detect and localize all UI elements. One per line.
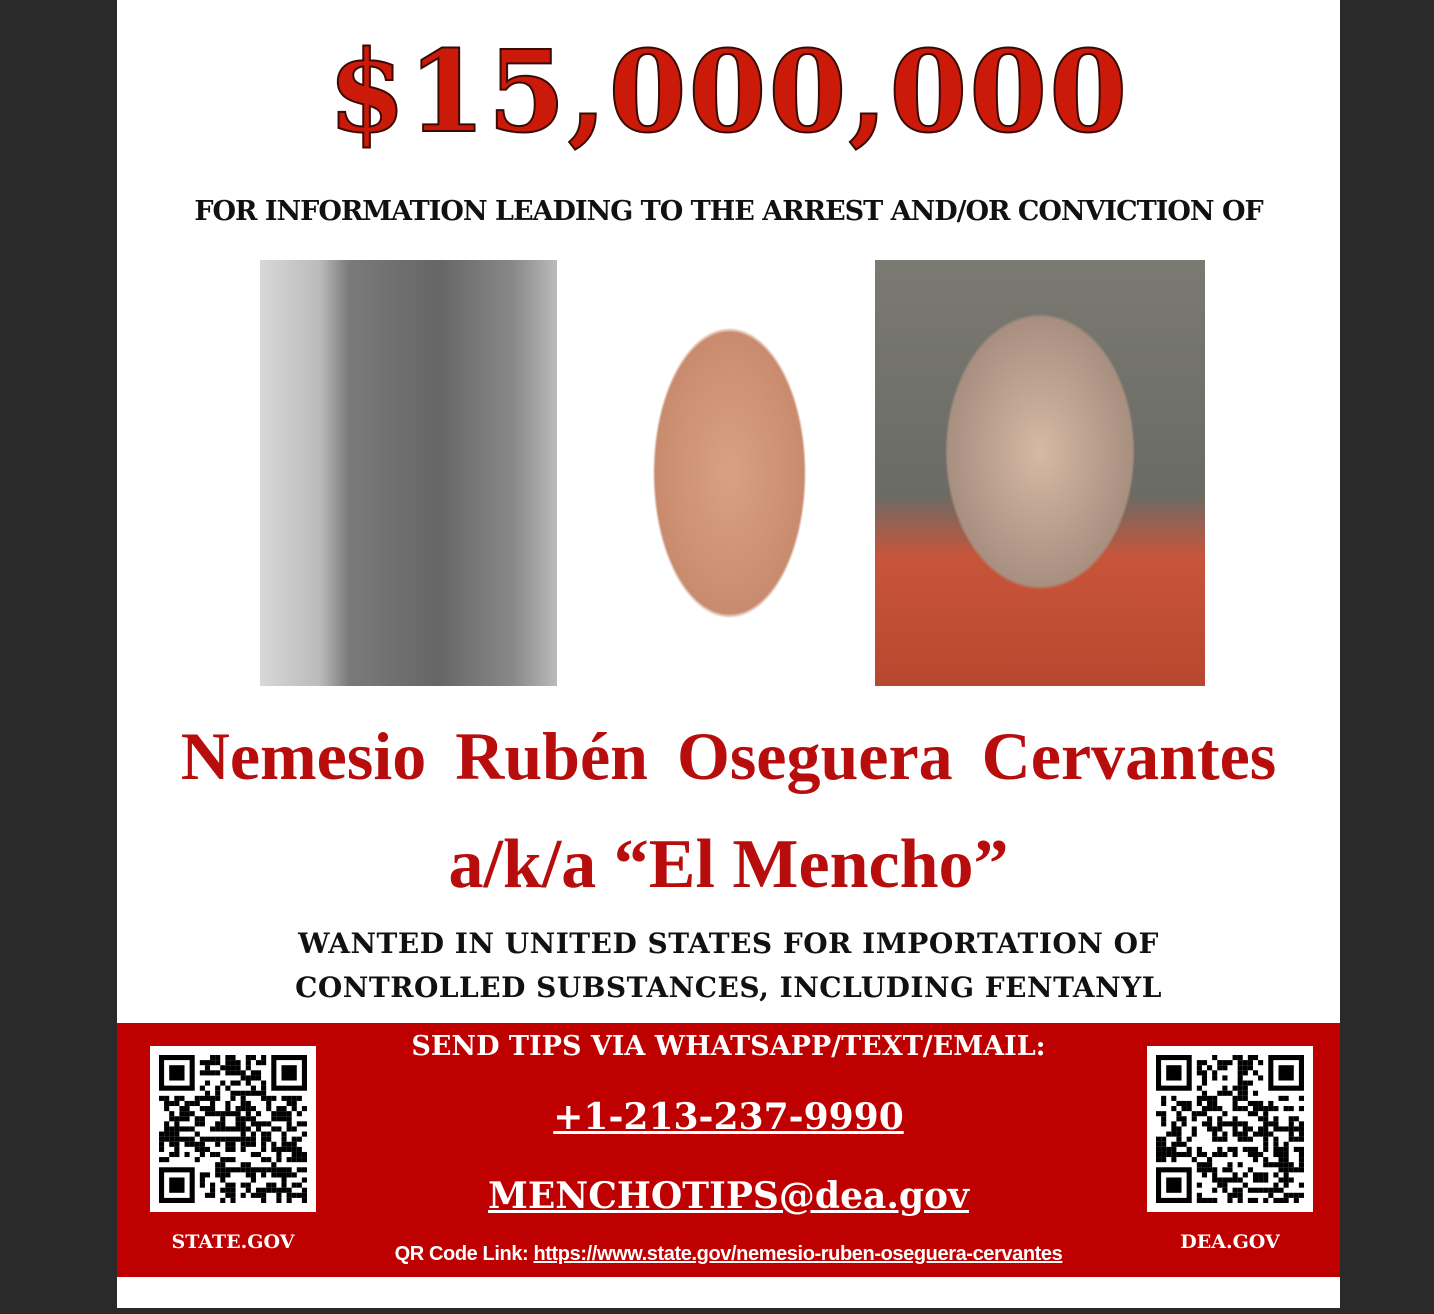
suspect-photo-2 bbox=[592, 260, 867, 686]
charges-line-2: CONTROLLED SUBSTANCES, INCLUDING FENTANYL bbox=[295, 971, 1162, 1004]
qr-code-icon bbox=[1156, 1055, 1304, 1203]
tip-email-link[interactable]: MENCHOTIPS@dea.gov bbox=[488, 1175, 969, 1217]
qr-code-state[interactable] bbox=[150, 1046, 316, 1212]
suspect-name: Nemesio Rubén Oseguera Cervantes bbox=[180, 718, 1277, 794]
suspect-photo-1 bbox=[260, 260, 557, 686]
charges-line-1: WANTED IN UNITED STATES FOR IMPORTATION OF bbox=[298, 927, 1159, 960]
qr-link-url[interactable]: https://www.state.gov/nemesio-ruben-oseguera-cervantes bbox=[533, 1243, 1063, 1265]
tips-heading: SEND TIPS VIA WHATSAPP/TEXT/EMAIL: bbox=[411, 1031, 1046, 1062]
tip-phone-link[interactable]: +1-213-237-9990 bbox=[553, 1096, 904, 1138]
charges bbox=[117, 922, 1340, 1010]
qr-code-dea[interactable] bbox=[1147, 1046, 1313, 1212]
wanted-poster bbox=[117, 0, 1340, 1308]
suspect-alias: a/k/a “El Mencho” bbox=[448, 826, 1009, 903]
qr-link-line bbox=[332, 1243, 1125, 1266]
qr-label-state: STATE.GOV bbox=[171, 1231, 295, 1253]
tips-banner bbox=[117, 1023, 1340, 1277]
qr-link-label: QR Code Link: bbox=[394, 1243, 534, 1265]
qr-label-dea: DEA.GOV bbox=[1180, 1231, 1280, 1253]
suspect-photo-3 bbox=[875, 260, 1205, 686]
qr-code-icon bbox=[159, 1055, 307, 1203]
lead-text: FOR INFORMATION LEADING TO THE ARREST AND/OR CONVICTION OF bbox=[194, 196, 1263, 227]
reward-amount: $15,000,000 bbox=[327, 27, 1130, 158]
